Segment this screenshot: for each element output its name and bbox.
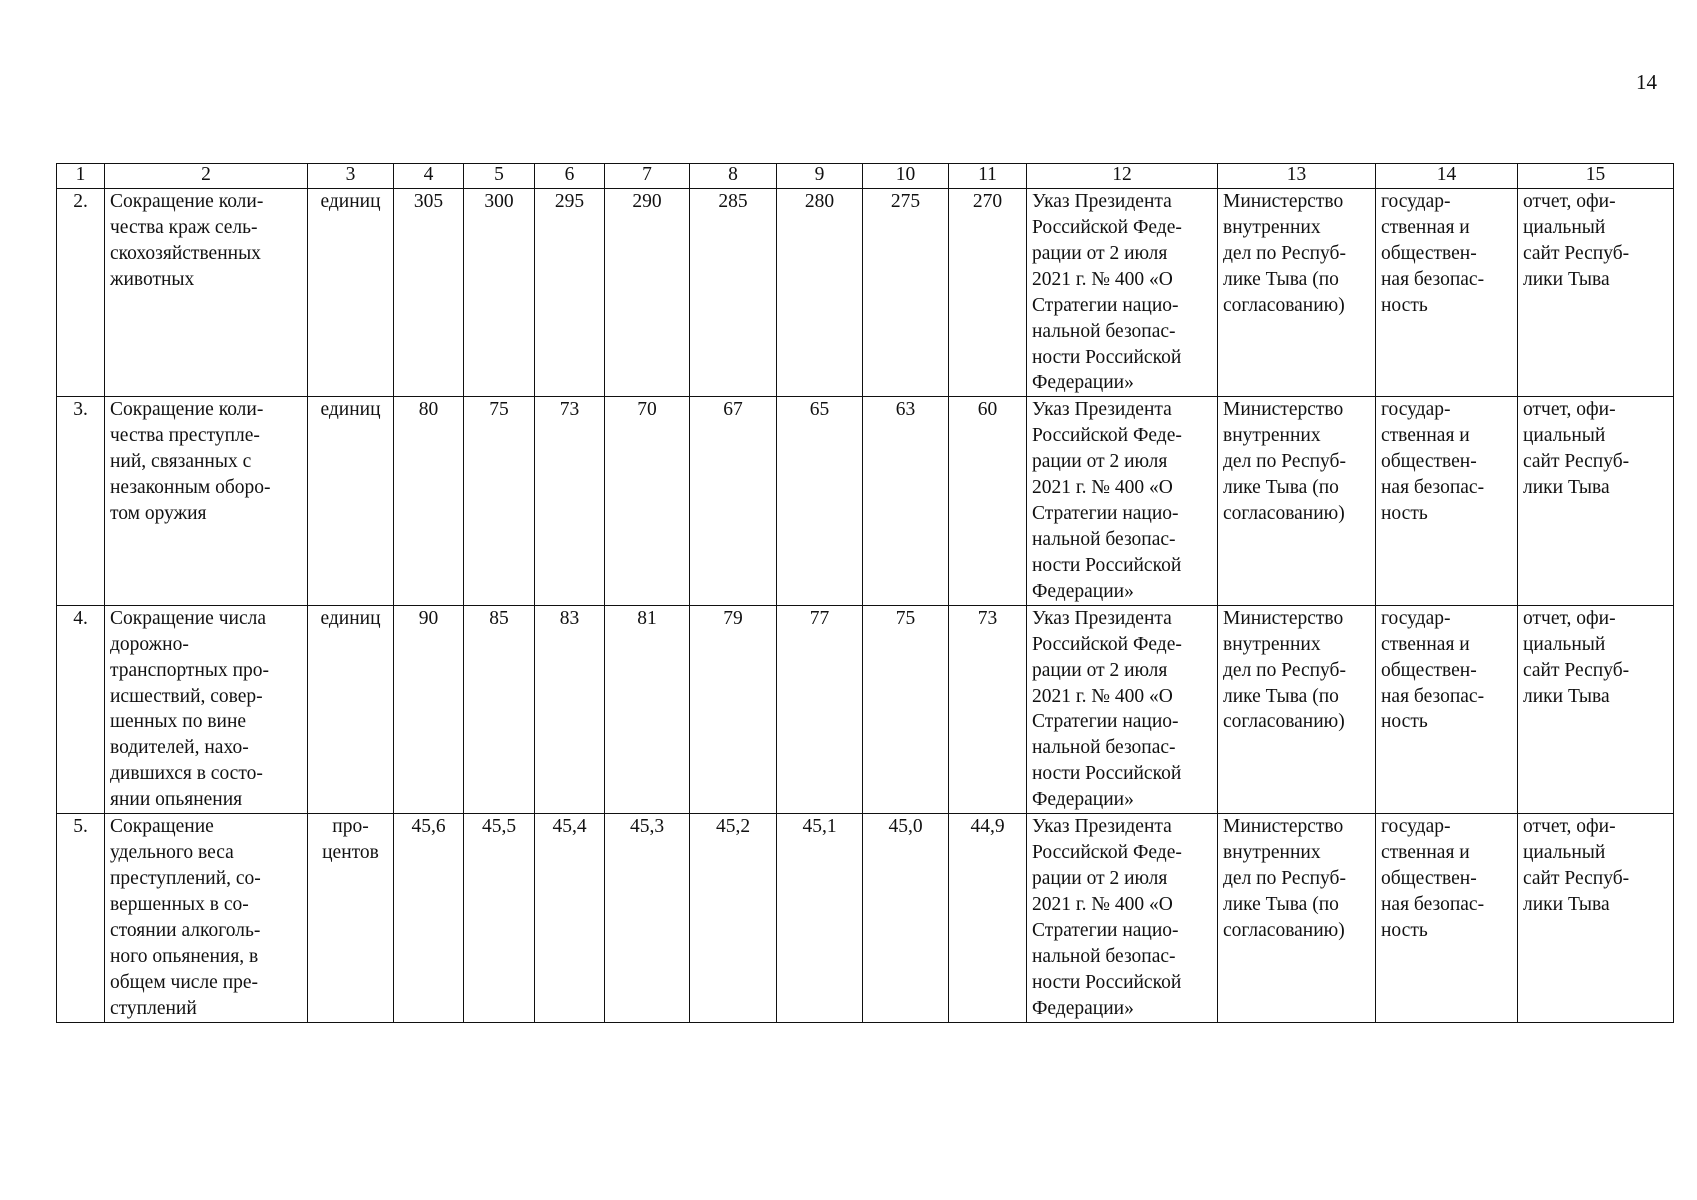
year-value: 45,1 [777,814,863,1022]
unit: единиц [308,397,394,605]
indicator-name: Сокращение коли- чества преступле- ний, связанных с незаконным оборо- том оружия [105,397,308,605]
column-number: 6 [535,164,605,189]
data-source: отчет, офи- циальный сайт Респуб- лики Тыва [1518,605,1674,813]
column-number: 8 [690,164,777,189]
indicators-table [56,163,1674,1023]
column-number: 14 [1376,164,1518,189]
row-number: 5. [57,814,105,1022]
column-number: 4 [394,164,464,189]
year-value: 77 [777,605,863,813]
indicator-name: Сокращение числа дорожно- транспортных про- исшествий, совер- шенных по вине водителей, нахо- дившихся в состо- янии опьянения [105,605,308,813]
year-value: 79 [690,605,777,813]
row-number: 3. [57,397,105,605]
year-value: 73 [949,605,1027,813]
column-number: 10 [863,164,949,189]
unit: про- центов [308,814,394,1022]
table-row [57,814,1674,1022]
indicator-name: Сокращение удельного веса преступлений, со- вершенных в со- стоянии алкоголь- ного опьянения, в общем числе пре- ступлений [105,814,308,1022]
indicator-name: Сокращение коли- чества краж сель- скохозяйственных животных [105,189,308,397]
source-document: Указ Президента Российской Феде- рации от 2 июля 2021 г. № 400 «О Стратегии нацио- нальной безопас- ности Российской Федерации» [1027,397,1218,605]
data-source: отчет, офи- циальный сайт Респуб- лики Тыва [1518,397,1674,605]
column-number: 12 [1027,164,1218,189]
area: государ- ственная и обществен- ная безопас- ность [1376,605,1518,813]
year-value: 270 [949,189,1027,397]
area: государ- ственная и обществен- ная безопас- ность [1376,189,1518,397]
page-number: 14 [1636,70,1657,94]
year-value: 80 [394,397,464,605]
area: государ- ственная и обществен- ная безопас- ность [1376,814,1518,1022]
year-value: 275 [863,189,949,397]
year-value: 90 [394,605,464,813]
column-number: 13 [1218,164,1376,189]
column-number-row [57,164,1674,189]
column-number: 7 [605,164,690,189]
table-row [57,189,1674,397]
year-value: 280 [777,189,863,397]
responsible-body: Министерство внутренних дел по Респуб- лике Тыва (по согласованию) [1218,814,1376,1022]
unit: единиц [308,189,394,397]
column-number: 3 [308,164,394,189]
year-value: 81 [605,605,690,813]
year-value: 45,6 [394,814,464,1022]
year-value: 305 [394,189,464,397]
column-number: 9 [777,164,863,189]
column-number: 5 [464,164,535,189]
area: государ- ственная и обществен- ная безопас- ность [1376,397,1518,605]
year-value: 63 [863,397,949,605]
year-value: 85 [464,605,535,813]
year-value: 300 [464,189,535,397]
column-number: 15 [1518,164,1674,189]
table-row [57,605,1674,813]
year-value: 75 [863,605,949,813]
year-value: 290 [605,189,690,397]
year-value: 44,9 [949,814,1027,1022]
year-value: 65 [777,397,863,605]
year-value: 73 [535,397,605,605]
table-row [57,397,1674,605]
source-document: Указ Президента Российской Феде- рации от 2 июля 2021 г. № 400 «О Стратегии нацио- нальной безопас- ности Российской Федерации» [1027,189,1218,397]
year-value: 83 [535,605,605,813]
source-document: Указ Президента Российской Феде- рации от 2 июля 2021 г. № 400 «О Стратегии нацио- нальной безопас- ности Российской Федерации» [1027,605,1218,813]
year-value: 285 [690,189,777,397]
year-value: 67 [690,397,777,605]
year-value: 45,5 [464,814,535,1022]
year-value: 45,0 [863,814,949,1022]
year-value: 70 [605,397,690,605]
unit: единиц [308,605,394,813]
responsible-body: Министерство внутренних дел по Респуб- лике Тыва (по согласованию) [1218,189,1376,397]
year-value: 45,2 [690,814,777,1022]
data-source: отчет, офи- циальный сайт Респуб- лики Тыва [1518,814,1674,1022]
row-number: 4. [57,605,105,813]
column-number: 2 [105,164,308,189]
year-value: 75 [464,397,535,605]
year-value: 60 [949,397,1027,605]
column-number: 11 [949,164,1027,189]
responsible-body: Министерство внутренних дел по Респуб- лике Тыва (по согласованию) [1218,605,1376,813]
source-document: Указ Президента Российской Феде- рации от 2 июля 2021 г. № 400 «О Стратегии нацио- нальной безопас- ности Российской Федерации» [1027,814,1218,1022]
row-number: 2. [57,189,105,397]
column-number: 1 [57,164,105,189]
responsible-body: Министерство внутренних дел по Респуб- лике Тыва (по согласованию) [1218,397,1376,605]
year-value: 295 [535,189,605,397]
year-value: 45,3 [605,814,690,1022]
year-value: 45,4 [535,814,605,1022]
data-source: отчет, офи- циальный сайт Респуб- лики Тыва [1518,189,1674,397]
